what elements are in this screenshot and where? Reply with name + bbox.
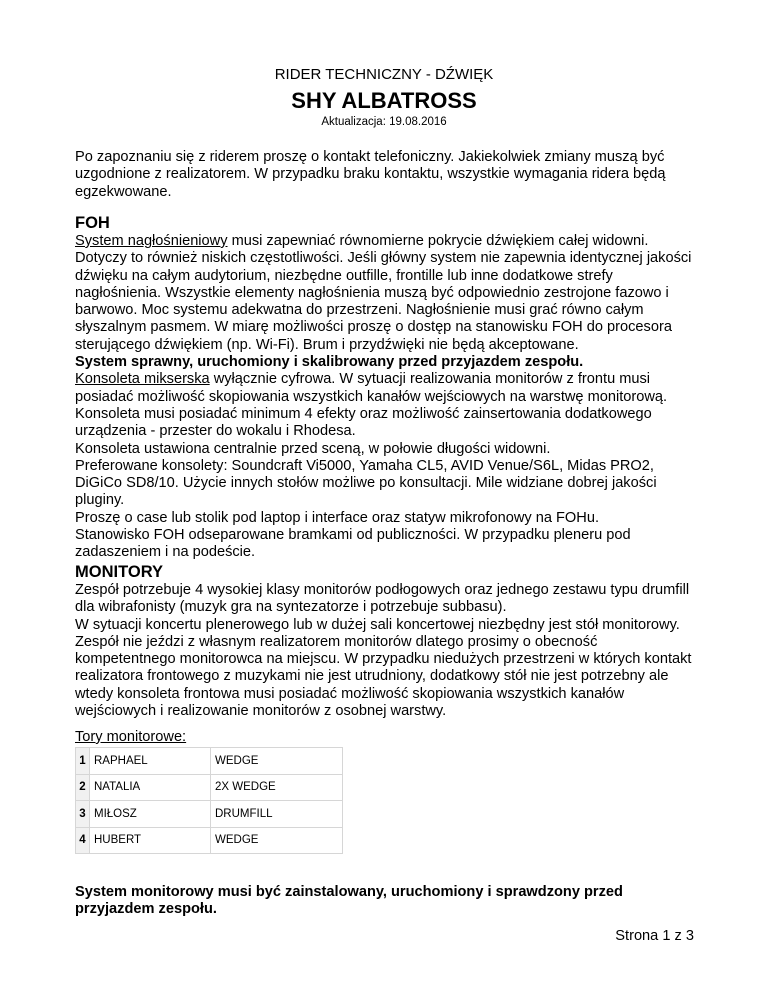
monitors-heading: MONITORY xyxy=(75,563,164,581)
monitors-requirement: System monitorowy musi być zainstalowany, uruchomiony i sprawdzony przed przyjazdem zespołu. xyxy=(75,884,623,918)
document-title: SHY ALBATROSS xyxy=(291,88,477,113)
table-row xyxy=(76,774,343,801)
table-row xyxy=(76,748,343,775)
console-label: Konsoleta mikserska xyxy=(75,371,210,388)
system-requirement: System sprawny, uruchomiony i skalibrowany przed przyjazdem zespołu. xyxy=(75,354,584,371)
monitors-section xyxy=(75,582,700,720)
console-text: wyłącznie cyfrowa. W sytuacji realizowania monitorów z frontu musi posiadać możliwość skopiowania wszystkich kanałów wejściowych na warstwę monitorową. Konsoleta musi posiadać minimum 4 efekty oraz możliwość zainsertowania dodatkowego urządzenia - przester do wokalu i Rhodesa. xyxy=(75,371,668,440)
page-number: Strona 1 z 3 xyxy=(615,928,694,944)
monitor-lines-label: Tory monitorowe: xyxy=(75,729,187,745)
monitors-p1: Zespół potrzebuje 4 wysokiej klasy monitorów podłogowych oraz jednego zestawu typu drumfill dla wibrafonisty (muzyk gra na syntezatorze i potrzebuje subbasu). xyxy=(75,582,690,616)
foh-section xyxy=(75,233,700,562)
system-text: musi zapewniać równomierne pokrycie dźwiękiem całej widowni. Dotyczy to również niskich częstotliwości. Jeśli główny system nie zapewnia identycznej jakości dźwięku na całym audytorium, niezbędne outfille, frontille lub inne dodatkowe strefy nagłośnienia. Wszystkie elementy nagłośnienia muszą być odpowiednio zestrojone fazowo i barwowo. Moc systemu adekwatna do przestrzeni. Nagłośnienie musi grać równo całym słyszalnym pasmem. W miarę możliwości proszę o dostęp na stanowisku FOH do procesora sterującego dźwiękiem (np. Wi-Fi). Brum i przydźwięki nie będą akceptowane. xyxy=(75,233,692,353)
monitor-type: 2X WEDGE xyxy=(211,774,343,801)
table-row xyxy=(76,827,343,854)
table-row xyxy=(76,801,343,828)
musician-name: RAPHAEL xyxy=(90,748,211,775)
row-number: 4 xyxy=(76,827,90,854)
row-number: 3 xyxy=(76,801,90,828)
monitor-type: WEDGE xyxy=(211,748,343,775)
foh-station: Stanowisko FOH odseparowane bramkami od publiczności. W przypadku pleneru pod zadaszeniem i na podeście. xyxy=(75,527,631,561)
monitors-p2: W sytuacji koncertu plenerowego lub w dużej sali koncertowej niezbędny jest stół monitorowy. Zespół nie jeździ z własnym realizatorem monitorów dlatego prosimy o obecność kompetentnego monitorowca na miejscu. W przypadku niedużych przestrzeni w których kontakt realizatora frontowego z muzykami nie jest utrudniony, dodatkowy stół nie jest potrzebny ale wtedy konsoleta frontowa musi posiadać możliwość skopiowania wszystkich kanałów wejściowych i realizowanie monitorów z osobnej warstwy. xyxy=(75,616,692,720)
document-kicker: RIDER TECHNICZNY - DŹWIĘK xyxy=(274,66,494,83)
musician-name: HUBERT xyxy=(90,827,211,854)
musician-name: NATALIA xyxy=(90,774,211,801)
monitor-lines-table xyxy=(75,747,343,854)
row-number: 2 xyxy=(76,774,90,801)
update-date: Aktualizacja: 19.08.2016 xyxy=(321,116,447,128)
monitor-type: WEDGE xyxy=(211,827,343,854)
musician-name: MIŁOSZ xyxy=(90,801,211,828)
case-request: Proszę o case lub stolik pod laptop i interface oraz statyw mikrofonowy na FOHu. xyxy=(75,509,599,526)
foh-heading: FOH xyxy=(75,214,110,232)
monitor-type: DRUMFILL xyxy=(211,801,343,828)
intro-paragraph: Po zapoznaniu się z riderem proszę o kontakt telefoniczny. Jakiekolwiek zmiany muszą być uzgodnione z realizatorem. W przypadku braku kontaktu, wszystkie wymagania ridera będą egzekwowane. xyxy=(75,149,666,200)
row-number: 1 xyxy=(76,748,90,775)
console-preferred: Preferowane konsolety: Soundcraft Vi5000, Yamaha CL5, AVID Venue/S6L, Midas PRO2, DiGiCo SD8/10. Użycie innych stołów możliwe po konsultacji. Mile widziane dobrej jakości pluginy. xyxy=(75,457,657,509)
console-position: Konsoleta ustawiona centralnie przed sceną, w połowie długości widowni. xyxy=(75,440,551,457)
system-label: System nagłośnieniowy xyxy=(75,233,228,249)
